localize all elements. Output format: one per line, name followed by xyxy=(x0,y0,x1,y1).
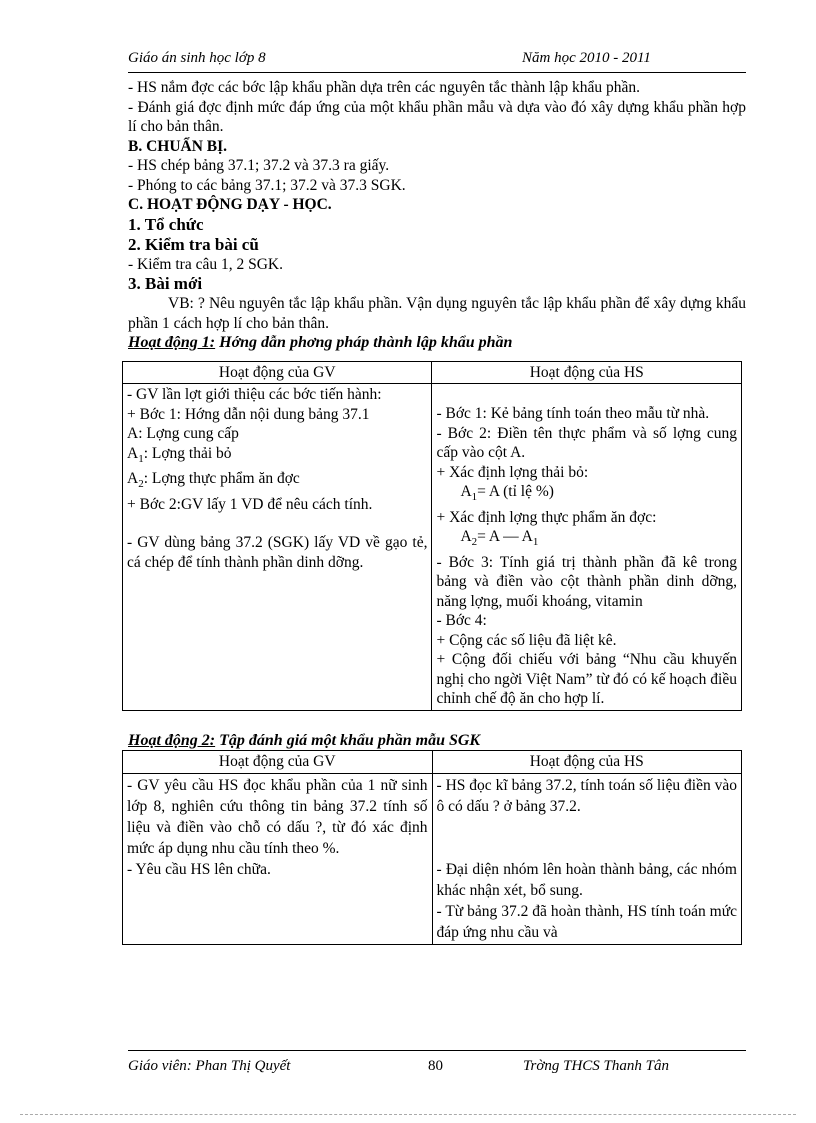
hs-text: = A — A xyxy=(477,528,533,546)
hs-var: A xyxy=(460,528,472,546)
gv-line: - GV lần lợt giới thiệu các bớc tiến hành: xyxy=(127,386,382,403)
hs-sub: 1 xyxy=(471,491,478,504)
activity-1-title xyxy=(128,333,746,353)
section-b-item-1: - HS chép bảng 37.1; 37.2 và 37.3 ra giấy. xyxy=(128,157,390,174)
section-c-title: C. HOẠT ĐỘNG DẠY - HỌC. xyxy=(128,196,332,213)
hs-cell xyxy=(432,384,742,711)
footer-teacher: Giáo viên: Phan Thị Quyết xyxy=(128,1058,291,1074)
table-row xyxy=(123,384,742,711)
header-right: Năm học 2010 - 2011 xyxy=(522,50,651,66)
hs-sub: 2 xyxy=(471,536,478,549)
gv-line: + Bớc 1: Hớng dẫn nội dung bảng 37.1 xyxy=(127,405,370,423)
gv-sub: 2 xyxy=(138,478,144,491)
hs-cell xyxy=(432,773,742,944)
hs-line: - Bớc 4: xyxy=(436,612,487,630)
hs-line: - Bớc 1: Kẻ bảng tính toán theo mẫu từ nhà. xyxy=(436,405,710,422)
hs-formula xyxy=(436,482,737,508)
hs-line: - Đại diện nhóm lên hoàn thành bảng, các nhóm khác nhận xét, bổ sung. xyxy=(436,860,737,899)
step-1-heading: 1. Tổ chức xyxy=(128,214,204,234)
gv-line: - GV yêu cầu HS đọc khẩu phần của 1 nữ sinh lớp 8, nghiên cứu thông tin bảng 37.2 tính số liệu và điền vào chỗ có dấu ?, từ đó xác định mức áp dụng nhu cầu tính theo %. xyxy=(127,776,428,857)
vb-paragraph: VB: ? Nêu nguyên tắc lập khẩu phần. Vận dụng nguyên tắc lập khẩu phần để xây dựng khẩu phần 1 cách hợp lí cho bản thân. xyxy=(128,295,746,332)
activity-1-table xyxy=(122,361,742,711)
spacer xyxy=(436,385,737,404)
footer-school: Trờng THCS Thanh Tân xyxy=(523,1058,669,1074)
gv-line: - Yêu cầu HS lên chữa. xyxy=(127,860,271,878)
spacer xyxy=(127,514,427,533)
hs-line: + Xác định lợng thải bỏ: xyxy=(436,463,589,481)
hs-formula xyxy=(436,527,737,553)
col-hs-header: Hoạt động của HS xyxy=(432,361,742,384)
hs-line: + Cộng đối chiếu với bảng “Nhu cầu khuyến nghị cho ngời Việt Nam” từ đó có kế hoạch điều chỉnh chế độ ăn cho hợp lí. xyxy=(436,651,737,708)
check-item: - Kiểm tra câu 1, 2 SGK. xyxy=(128,255,283,273)
header-rule xyxy=(128,72,746,73)
step-3-heading: 3. Bài mới xyxy=(128,274,203,293)
gv-line xyxy=(127,444,427,470)
hs-line: - Từ bảng 37.2 đã hoàn thành, HS tính toán mức đáp ứng nhu cầu và xyxy=(436,902,737,941)
hs-line: + Cộng các số liệu đã liệt kê. xyxy=(436,631,617,649)
hs-var: A xyxy=(460,483,472,500)
spacer xyxy=(437,817,738,859)
document-body xyxy=(128,78,746,945)
gv-text: : Lợng thực phẩm ăn đợc xyxy=(143,470,300,488)
page-bottom-divider xyxy=(20,1114,796,1115)
hs-line: + Xác định lợng thực phẩm ăn đợc: xyxy=(436,508,657,526)
activity-1-text: Hớng dẫn phơng pháp thành lập khẩu phần xyxy=(215,334,513,351)
page-header xyxy=(128,50,746,70)
activity-1-label: Hoạt động 1: xyxy=(128,334,216,351)
table-header-row xyxy=(123,361,742,384)
gv-cell xyxy=(123,773,433,944)
section-b-title: B. CHUẨN BỊ. xyxy=(128,137,228,155)
hs-line: - HS đọc kĩ bảng 37.2, tính toán số liệu điền vào ô có dấu ? ở bảng 37.2. xyxy=(436,776,737,815)
section-b-item-2: - Phóng to các bảng 37.1; 37.2 và 37.3 SGK. xyxy=(128,176,406,194)
gv-line: - GV dùng bảng 37.2 (SGK) lấy VD về gạo tẻ, cá chép để tính thành phần dinh dỡng. xyxy=(127,534,428,571)
activity-2-label: Hoạt động 2: xyxy=(128,731,216,749)
col-gv-header: Hoạt động của GV xyxy=(123,361,432,384)
col-gv-header: Hoạt động của GV xyxy=(123,751,433,774)
activity-2-table xyxy=(122,750,742,945)
col-hs-header: Hoạt động của HS xyxy=(432,751,742,774)
intro-line-2: - Đánh giá đợc định mức đáp ứng của một khẩu phần mẫu và dựa vào đó xây dựng khẩu phần hợp lí cho bản thân. xyxy=(128,98,746,135)
table-header-row xyxy=(123,751,742,774)
gv-cell xyxy=(123,384,432,711)
gv-line: + Bớc 2:GV lấy 1 VD để nêu cách tính. xyxy=(127,495,373,513)
gv-text: : Lợng thải bỏ xyxy=(143,444,232,462)
step-2-heading: 2. Kiểm tra bài cũ xyxy=(128,234,259,254)
hs-text: = A (tỉ lệ %) xyxy=(477,483,554,500)
page-number: 80 xyxy=(428,1058,443,1074)
header-left: Giáo án sinh học lớp 8 xyxy=(128,50,266,66)
table-row xyxy=(123,773,742,944)
intro-line-1: - HS nắm đợc các bớc lập khẩu phần dựa trên các nguyên tắc thành lập khẩu phần. xyxy=(128,79,640,96)
hs-sub: 1 xyxy=(532,536,539,549)
gv-var: A xyxy=(127,444,139,462)
hs-line: - Bớc 2: Điền tên thực phẩm và số lợng cung cấp vào cột A. xyxy=(436,424,737,461)
gv-line xyxy=(127,469,427,495)
activity-2-title xyxy=(128,731,746,751)
footer-rule xyxy=(128,1050,746,1051)
activity-2-text: Tập đánh giá một khẩu phần mẫu SGK xyxy=(215,731,481,749)
hs-line: - Bớc 3: Tính giá trị thành phần đã kê trong bảng và điền vào cột thành phần dinh dỡng, năng lợng, muối khoáng, vitamin xyxy=(436,553,737,610)
gv-var: A xyxy=(127,470,139,488)
gv-sub: 1 xyxy=(138,452,144,465)
gv-line: A: Lợng cung cấp xyxy=(127,425,239,442)
